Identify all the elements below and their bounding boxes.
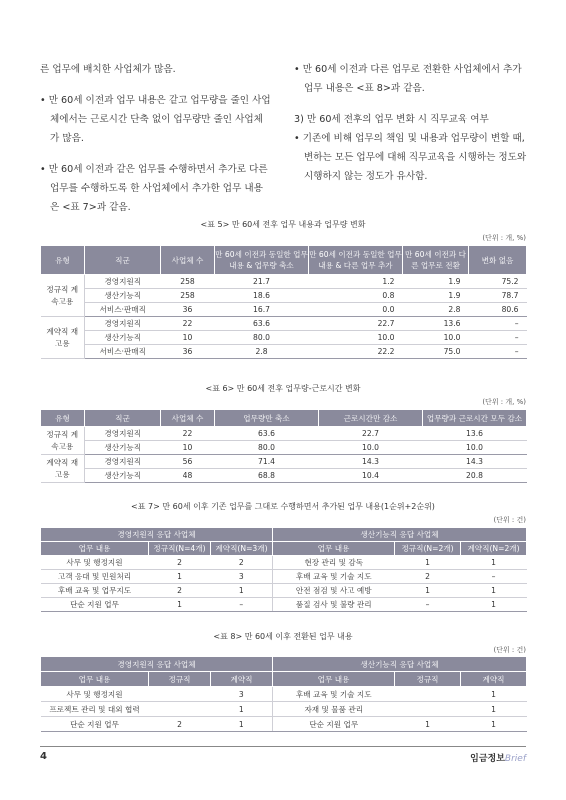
table5-header: 사업체 수 (161, 246, 215, 275)
table-cell: 1 (211, 717, 273, 732)
table6-unit: (단위 : 개, %) (482, 398, 526, 406)
table-cell: 80.0 (215, 441, 319, 455)
table6-header: 업무량만 축소 (215, 410, 319, 427)
right-text-column (294, 60, 528, 198)
table8-unit: (단위 : 건) (493, 646, 526, 654)
table-cell: 14.3 (319, 455, 423, 469)
table6-caption: <표 6> 만 60세 전후 업무량-근로시간 변화 (205, 384, 361, 393)
table6 (40, 409, 527, 483)
table-cell: 생산기능직 (85, 441, 161, 455)
table6-header: 업무량과 근로시간 모두 감소 (423, 410, 527, 427)
table-cell: 36 (161, 303, 215, 317)
table-cell: 서비스·판매직 (85, 345, 161, 359)
table8 (40, 656, 527, 732)
table-cell: 2 (149, 717, 211, 732)
table-cell: 1 (211, 584, 273, 598)
table-cell: 사무 및 행정지원 (41, 556, 149, 570)
table-cell: 1.2 (309, 275, 403, 289)
table5-header: 유형 (41, 246, 85, 275)
table-cell: 10.0 (403, 331, 469, 345)
table-cell: 프로젝트 관리 및 대외 협력 (41, 702, 149, 717)
table-cell: 품질 검사 및 불량 관리 (273, 598, 395, 612)
table-cell: 1.9 (403, 289, 469, 303)
table-cell: 21.7 (215, 275, 309, 289)
brand-name: 임금정보 (470, 754, 505, 764)
table-cell (395, 687, 461, 702)
table-cell: 0.8 (309, 289, 403, 303)
table6-type-cell: 계약직 재고용 (41, 455, 85, 483)
table-cell: 1 (461, 584, 527, 598)
table8-header: 정규직 (149, 672, 211, 687)
table-cell: 10 (161, 441, 215, 455)
table-cell: 10.0 (423, 441, 527, 455)
table6-header: 유형 (41, 410, 85, 427)
table-cell: 단순 지원 업무 (41, 598, 149, 612)
table-cell: 후배 교육 및 업무지도 (41, 584, 149, 598)
table-cell: 2 (395, 570, 461, 584)
table-cell: 63.6 (215, 317, 309, 331)
table-cell: 현장 관리 및 감독 (273, 556, 395, 570)
table-cell: 2 (149, 556, 211, 570)
table-cell: – (211, 598, 273, 612)
table8-header: 계약직 (461, 672, 527, 687)
table-cell: 1 (149, 570, 211, 584)
table-cell: 71.4 (215, 455, 319, 469)
table7-header: 업무 내용 (273, 542, 395, 556)
table-cell: – (461, 570, 527, 584)
table-cell (395, 702, 461, 717)
table-cell: 258 (161, 275, 215, 289)
table-cell: – (469, 345, 527, 359)
table-cell: 80.0 (215, 331, 309, 345)
table-cell: 22.2 (309, 345, 403, 359)
table-cell: 0.0 (309, 303, 403, 317)
table-cell: 1 (211, 702, 273, 717)
table-cell: 경영지원직 (85, 275, 161, 289)
table-cell: 1 (461, 717, 527, 732)
table8-group-header: 생산기능직 응답 사업체 (273, 657, 527, 672)
table7 (40, 527, 527, 612)
table7-header: 계약직(N=3개) (211, 542, 273, 556)
table-cell: 후배 교육 및 기술 지도 (273, 687, 395, 702)
table8-group-header: 경영지원직 응답 사업체 (41, 657, 273, 672)
table6-type-cell: 정규직 계속고용 (41, 427, 85, 455)
bullet-paragraph: • 만 60세 이전과 같은 업무를 수행하면서 추가로 다른 업무를 수행하도록 한 사업체에서 추가한 업무 내용은 <표 7>과 같음. (40, 164, 268, 213)
table-cell: 22.7 (319, 427, 423, 441)
table-cell: 48 (161, 469, 215, 483)
table-cell: 경영지원직 (85, 455, 161, 469)
table-cell: 13.6 (423, 427, 527, 441)
table7-header: 정규직(N=2개) (395, 542, 461, 556)
footer-divider (40, 746, 526, 747)
table7-header: 계약직(N=2개) (461, 542, 527, 556)
table-cell: 안전 점검 및 사고 예방 (273, 584, 395, 598)
table7-group-header: 경영지원직 응답 사업체 (41, 528, 273, 542)
table-cell: 75.0 (403, 345, 469, 359)
table-cell: 63.6 (215, 427, 319, 441)
table-cell: 2 (149, 584, 211, 598)
table-cell: 78.7 (469, 289, 527, 303)
table5-header: 변화 없음 (469, 246, 527, 275)
table-cell: 1 (461, 556, 527, 570)
table6-header: 사업체 수 (161, 410, 215, 427)
table8-header: 업무 내용 (273, 672, 395, 687)
paragraph: 른 업무에 배치한 사업체가 많음. (40, 64, 176, 75)
table7-header: 정규직(N=4개) (149, 542, 211, 556)
table-cell: 1 (461, 687, 527, 702)
table-cell: 56 (161, 455, 215, 469)
table-cell: 22 (161, 427, 215, 441)
publication-brand (470, 751, 526, 764)
table-cell: 생산기능직 (85, 469, 161, 483)
table-cell: 20.8 (423, 469, 527, 483)
table-cell: 고객 응대 및 민원처리 (41, 570, 149, 584)
table-cell: 22 (161, 317, 215, 331)
table-cell: – (395, 598, 461, 612)
table-cell: 생산기능직 (85, 331, 161, 345)
table-cell: 13.6 (403, 317, 469, 331)
table5-header: 만 60세 이전과 동일한 업무 내용 & 다른 업무 추가 (309, 246, 403, 275)
table-cell (149, 687, 211, 702)
table-cell: 1 (395, 584, 461, 598)
table-cell: – (469, 317, 527, 331)
table-cell: 22.7 (309, 317, 403, 331)
table5 (40, 245, 527, 359)
table-cell: 68.8 (215, 469, 319, 483)
table8-header: 업무 내용 (41, 672, 149, 687)
table-cell: 후배 교육 및 기술 지도 (273, 570, 395, 584)
table-cell: 1 (461, 598, 527, 612)
table-cell: 단순 지원 업무 (273, 717, 395, 732)
table8-header: 계약직 (211, 672, 273, 687)
table8-header: 정규직 (395, 672, 461, 687)
table5-caption: <표 5> 만 60세 전후 업무 내용과 업무량 변화 (200, 220, 366, 229)
table-cell: 2.8 (403, 303, 469, 317)
table-cell: 3 (211, 687, 273, 702)
table-cell: 생산기능직 (85, 289, 161, 303)
table-cell: 16.7 (215, 303, 309, 317)
table6-header: 직군 (85, 410, 161, 427)
table-cell: 경영지원직 (85, 427, 161, 441)
table-cell: – (469, 331, 527, 345)
page-number: 4 (40, 751, 47, 762)
section-heading: 3) 만 60세 전후의 업무 변화 시 직무교육 여부 (294, 114, 489, 125)
table-cell: 1 (461, 702, 527, 717)
table-cell: 10 (161, 331, 215, 345)
brand-sub: Brief (504, 754, 526, 764)
table6-header: 근로시간만 감소 (319, 410, 423, 427)
table-cell: 10.4 (319, 469, 423, 483)
table-cell: 258 (161, 289, 215, 303)
table5-type-cell: 계약직 재고용 (41, 317, 85, 359)
table-cell: 단순 지원 업무 (41, 717, 149, 732)
table-cell: 75.2 (469, 275, 527, 289)
table-cell: 3 (211, 570, 273, 584)
table7-caption: <표 7> 만 60세 이후 기존 업무를 그대로 수행하면서 추가된 업무 내용(1순위+2순위) (131, 502, 435, 511)
table5-header: 만 60세 이전과 동일한 업무 내용 & 업무량 축소 (215, 246, 309, 275)
table-cell: 1.9 (403, 275, 469, 289)
table-cell: 14.3 (423, 455, 527, 469)
table-cell: 경영지원직 (85, 317, 161, 331)
table-cell: 2.8 (215, 345, 309, 359)
table-cell: 36 (161, 345, 215, 359)
table5-unit: (단위 : 개, %) (482, 234, 526, 242)
table-cell: 1 (395, 717, 461, 732)
table-cell: 2 (211, 556, 273, 570)
table-cell: 18.6 (215, 289, 309, 303)
table5-header: 직군 (85, 246, 161, 275)
table5-type-cell: 정규직 계속고용 (41, 275, 85, 317)
table7-group-header: 생산기능직 응답 사업체 (273, 528, 527, 542)
bullet-paragraph: • 만 60세 이전과 업무 내용은 같고 업무량을 줄인 사업체에서는 근로시간 단축 없이 업무량만 줄인 사업체가 많음. (40, 95, 271, 144)
table-cell: 10.0 (309, 331, 403, 345)
table-cell: 자재 및 물품 관리 (273, 702, 395, 717)
table-cell: 서비스·판매직 (85, 303, 161, 317)
table-cell: 사무 및 행정지원 (41, 687, 149, 702)
table-cell (149, 702, 211, 717)
table-cell: 1 (149, 598, 211, 612)
table7-unit: (단위 : 건) (493, 516, 526, 524)
table-cell: 80.6 (469, 303, 527, 317)
table5-header: 만 60세 이전과 다른 업무로 전환 (403, 246, 469, 275)
bullet-paragraph: • 만 60세 이전과 다른 업무로 전환한 사업체에서 추가 업무 내용은 <표 8>과 같음. (294, 64, 522, 94)
table7-header: 업무 내용 (41, 542, 149, 556)
table-cell: 10.0 (319, 441, 423, 455)
table-cell: 1 (395, 556, 461, 570)
bullet-paragraph: • 기존에 비해 업무의 책임 및 내용과 업무량이 변할 때, 변하는 모든 업무에 대해 직무교육을 시행하는 정도와 시행하지 않는 정도가 유사함. (294, 133, 527, 182)
table8-caption: <표 8> 만 60세 이후 전환된 업무 내용 (213, 632, 353, 641)
left-text-column (40, 60, 272, 229)
